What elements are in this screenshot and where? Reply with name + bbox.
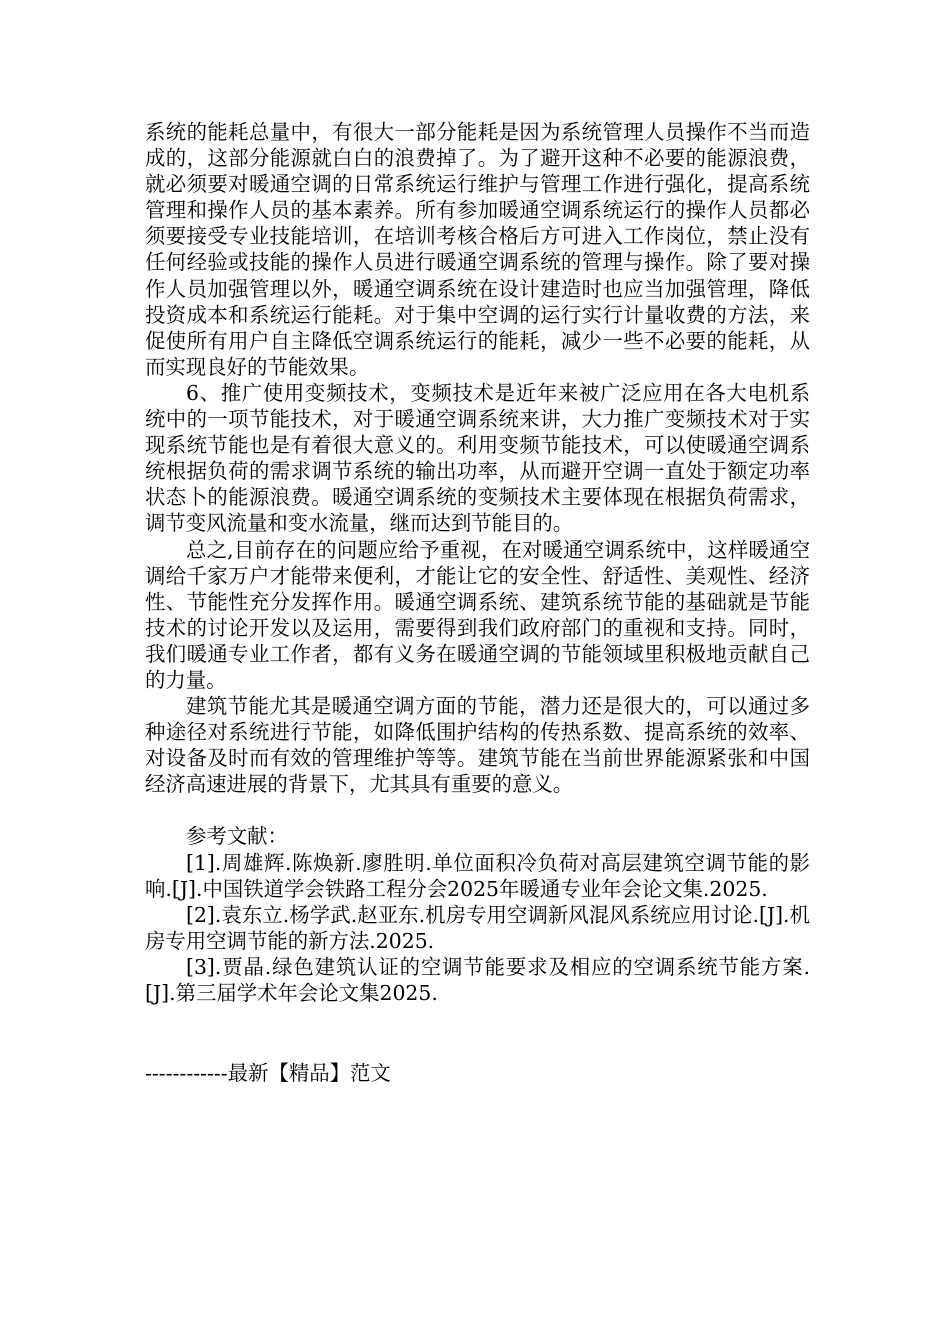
reference-item-1: [1].周雄辉.陈焕新.廖胜明.单位面积冷负荷对高层建筑空调节能的影响.[J].中国铁道学会铁路工程分会2025年暖通专业年会论文集.2025. — [145, 850, 810, 901]
document-page — [145, 119, 810, 1086]
footer-text: ------------最新【精品】范文 — [145, 1061, 391, 1086]
body-paragraph-4: 建筑节能尤其是暖通空调方面的节能，潜力还是很大的，可以通过多种途径对系统进行节能，如降低围护结构的传热系数、提高系统的效率、对设备及时而有效的管理维护等等。建筑节能在当前世界能源紧张和中国经济高速进展的背景下，尤其具有重要的意义。 — [145, 694, 810, 797]
references-heading: 参考文献： — [186, 824, 288, 849]
body-paragraph-2: 6、推广使用变频技术，变频技术是近年来被广泛应用在各大电机系统中的一项节能技术，对于暖通空调系统来讲，大力推广变频技术对于实现系统节能也是有着很大意义的。利用变频节能技术，可以使暖通空调系统根据负荷的需求调节系统的输出功率，从而避开空调一直处于额定功率状态卜的能源浪费。暖通空调系统的变频技术主要体现在根据负荷需求，调节变风流量和变水流量，继而达到节能目的。 — [145, 380, 810, 536]
reference-item-2: [2].袁东立.杨学武.赵亚东.机房专用空调新风混风系统应用讨论.[J].机房专用空调节能的新方法.2025. — [145, 902, 810, 953]
section-spacer — [145, 797, 810, 823]
body-paragraph-1: 系统的能耗总量中，有很大一部分能耗是因为系统管理人员操作不当而造成的，这部分能源就白白的浪费掉了。为了避开这种不必要的能源浪费，就必须要对暖通空调的日常系统运行维护与管理工作进行强化，提高系统管理和操作人员的基本素养。所有参加暖通空调系统运行的操作人员都必须要接受专业技能培训，在培训考核合格后方可进入工作岗位，禁止没有任何经验或技能的操作人员进行暖通空调系统的管理与操作。除了要对操作人员加强管理以外，暖通空调系统在设计建造时也应当加强管理，降低投资成本和系统运行能耗。对于集中空调的运行实行计量收费的方法，来促使所有用户自主降低空调系统运行的能耗，减少一些不必要的能耗，从而实现良好的节能效果。 — [145, 120, 810, 379]
references-section — [145, 823, 810, 1006]
reference-item-3: [3].贾晶.绿色建筑认证的空调节能要求及相应的空调系统节能方案.[J].第三届学术年会论文集2025. — [145, 954, 810, 1005]
body-paragraph-3: 总之,目前存在的问题应给予重视，在对暖通空调系统中，这样暖通空调给千家万户才能带来便利，才能让它的安全性、舒适性、美观性、经济性、节能性充分发挥作用。暖通空调系统、建筑系统节能的基础就是节能技术的讨论开发以及运用，需要得到我们政府部门的重视和支持。同时，我们暖通专业工作者，都有义务在暖通空调的节能领域里积极地贡献自己的力量。 — [145, 537, 810, 692]
